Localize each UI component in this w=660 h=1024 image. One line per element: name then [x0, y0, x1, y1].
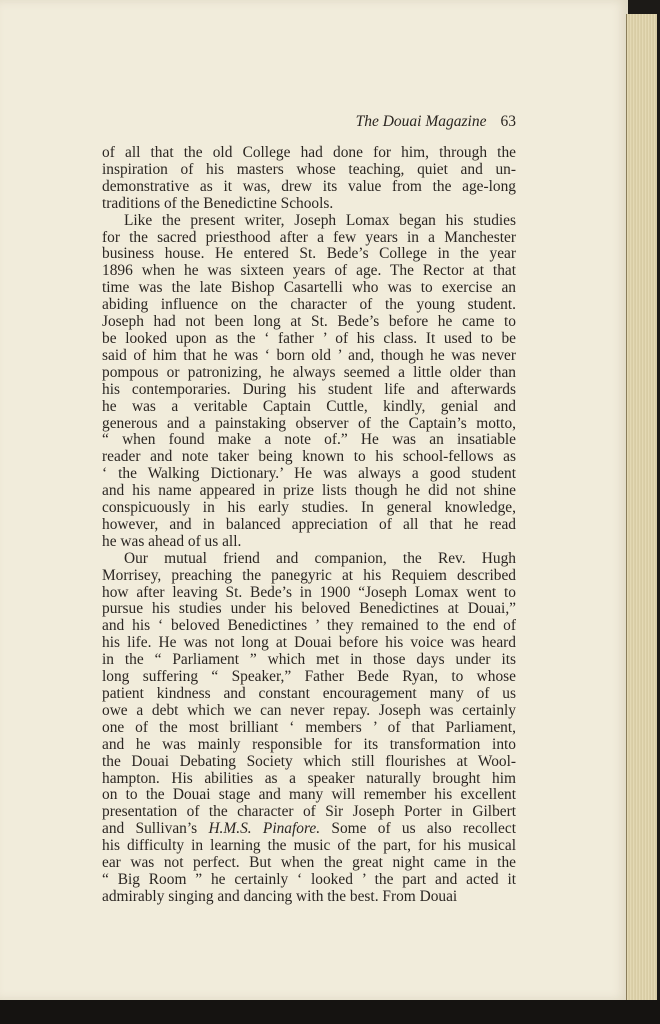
- paragraph: [102, 145, 516, 213]
- paragraph: [102, 551, 516, 906]
- text-line: however, and in balanced appreciation of all that he read: [102, 515, 516, 533]
- text-line: “ Big Room ” he certainly ‘ looked ’ the part and acted it: [102, 870, 516, 888]
- text-line: said of him that he was ‘ born old ’ and, though he was never: [102, 346, 516, 364]
- text-line: his difficulty in learning the music of the part, for his musical: [102, 837, 516, 855]
- text-line: time was the late Bishop Casartelli who was to exercise an: [102, 279, 516, 297]
- text-line: and he was mainly responsible for its transformation into: [102, 735, 516, 753]
- body-text: [102, 145, 516, 906]
- text-line: traditions of the Benedictine Schools.: [102, 194, 334, 212]
- text-line: [102, 821, 516, 838]
- text-line: ‘ the Walking Dictionary.’ He was always a good student: [102, 465, 516, 483]
- text-line: pursue his studies under his beloved Benedictines at Douai,”: [102, 600, 516, 618]
- text-line: 1896 when he was sixteen years of age. The Rector at that: [102, 262, 516, 280]
- text-line: ear was not perfect. But when the great night came in the: [102, 854, 516, 872]
- text-line: how after leaving St. Bede’s in 1900 “Joseph Lomax went to: [102, 583, 516, 601]
- text-line: on to the Douai stage and many will remember his excellent: [102, 786, 516, 804]
- text-line: “ when found make a note of.” He was an insatiable: [102, 431, 516, 449]
- text-line: Our mutual friend and companion, the Rev. Hugh: [124, 549, 516, 567]
- text-line: conspicuously in his early studies. In general knowledge,: [102, 499, 516, 517]
- text-line: his life. He was not long at Douai before his voice was heard: [102, 634, 516, 652]
- text-line: generous and a painstaking observer of the Captain’s motto,: [102, 414, 516, 432]
- text-line: his contemporaries. During his student life and afterwards: [102, 380, 516, 398]
- text-line: he was ahead of us all.: [102, 532, 242, 550]
- text-line: Morrisey, preaching the panegyric at his Requiem described: [102, 566, 516, 584]
- text-line: in the “ Parliament ” which met in those days under its: [102, 651, 516, 669]
- text-line: abiding influence on the character of the young student.: [102, 296, 516, 314]
- text-line: one of the most brilliant ‘ members ’ of that Parliament,: [102, 718, 516, 736]
- text-line: he was a veritable Captain Cuttle, kindly, genial and: [102, 397, 516, 415]
- text-line: admirably singing and dancing with the best. From Douai: [102, 887, 458, 905]
- page-edges: [626, 14, 657, 1002]
- running-header: [102, 113, 516, 131]
- text-line: patient kindness and constant encouragement many of us: [102, 685, 516, 702]
- text-line: of all that the old College had done for him, through the: [102, 144, 516, 161]
- text-line: business house. He entered St. Bede’s College in the year: [102, 245, 516, 263]
- text-run: Some of us also recollect: [320, 820, 516, 838]
- italic-title: H.M.S. Pinafore.: [208, 820, 321, 838]
- text-line: long suffering “ Speaker,” Father Bede Ryan, to whose: [102, 668, 516, 686]
- text-line: be looked upon as the ‘ father ’ of his class. It used to be: [102, 329, 516, 347]
- text-line: presentation of the character of Sir Joseph Porter in Gilbert: [102, 803, 516, 821]
- page-number: 63: [500, 113, 516, 130]
- text-line: for the sacred priesthood after a few years in a Manchester: [102, 228, 516, 246]
- text-line: Joseph had not been long at St. Bede’s before he came to: [102, 313, 516, 331]
- text-line: owe a debt which we can never repay. Joseph was certainly: [102, 701, 516, 719]
- text-line: Like the present writer, Joseph Lomax began his studies: [124, 211, 516, 229]
- text-line: pompous or patronizing, he always seemed a little older than: [102, 363, 516, 381]
- magazine-title: The Douai Magazine: [355, 113, 487, 130]
- text-line: reader and note taker being known to his school-fellows as: [102, 448, 516, 466]
- paragraph: [102, 213, 516, 551]
- text-line: hampton. His abilities as a speaker naturally brought him: [102, 769, 516, 787]
- text-line: and his name appeared in prize lists though he did not shine: [102, 482, 516, 500]
- text-line: the Douai Debating Society which still flourishes at Wool-: [102, 752, 516, 770]
- text-line: and his ‘ beloved Benedictines ’ they remained to the end of: [102, 617, 516, 635]
- text-line: inspiration of his masters whose teaching, quiet and un-: [102, 160, 516, 178]
- book-bottom-edge: [0, 1000, 660, 1024]
- text-line: demonstrative as it was, drew its value from the age-long: [102, 177, 516, 195]
- text-run: and Sullivan’s: [102, 820, 209, 838]
